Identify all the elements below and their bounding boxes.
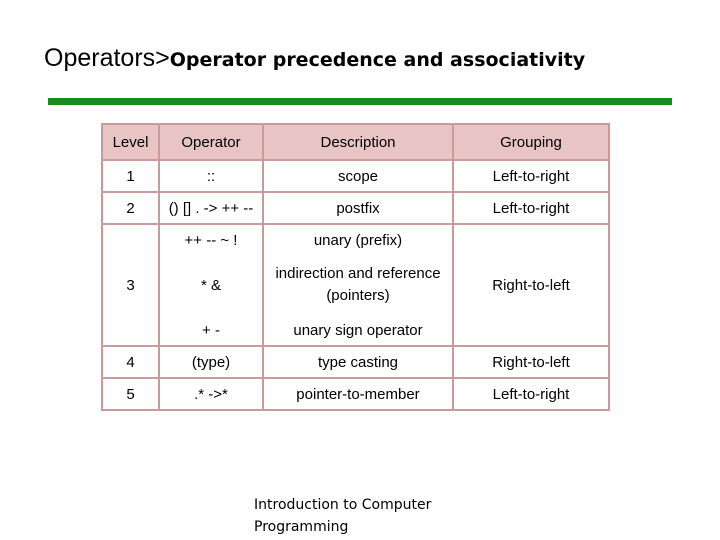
title-prefix: Operators> xyxy=(44,44,170,72)
title-main: Operator precedence and associativity xyxy=(169,49,586,71)
table-row xyxy=(102,224,609,255)
header-level: Level xyxy=(102,124,159,160)
cell-grouping: Right-to-left xyxy=(453,224,609,346)
cell-grouping: Left-to-right xyxy=(453,378,609,410)
cell-operator: () [] . -> ++ -- xyxy=(159,192,263,224)
cell-description: indirection and reference (pointers) xyxy=(263,255,453,315)
cell-level: 3 xyxy=(102,224,159,346)
cell-grouping: Left-to-right xyxy=(453,160,609,192)
table-row xyxy=(102,160,609,192)
slide-title xyxy=(44,44,585,73)
cell-level: 4 xyxy=(102,346,159,378)
footer-line-1: Introduction to Computer xyxy=(254,497,432,513)
cell-level: 2 xyxy=(102,192,159,224)
table-header-row xyxy=(102,124,609,160)
cell-description: pointer-to-member xyxy=(263,378,453,410)
cell-description: unary sign operator xyxy=(263,315,453,346)
cell-description: scope xyxy=(263,160,453,192)
header-grouping: Grouping xyxy=(453,124,609,160)
footer-text xyxy=(254,494,431,538)
table-row xyxy=(102,192,609,224)
header-description: Description xyxy=(263,124,453,160)
table-row xyxy=(102,378,609,410)
cell-level: 1 xyxy=(102,160,159,192)
header-operator: Operator xyxy=(159,124,263,160)
cell-description: postfix xyxy=(263,192,453,224)
cell-operator: * & xyxy=(159,255,263,315)
cell-level: 5 xyxy=(102,378,159,410)
cell-operator: ++ -- ~ ! xyxy=(159,224,263,255)
cell-operator: :: xyxy=(159,160,263,192)
title-underline xyxy=(48,98,672,105)
cell-grouping: Right-to-left xyxy=(453,346,609,378)
cell-operator: .* ->* xyxy=(159,378,263,410)
cell-description: type casting xyxy=(263,346,453,378)
cell-description: unary (prefix) xyxy=(263,224,453,255)
precedence-table xyxy=(101,123,610,411)
cell-grouping: Left-to-right xyxy=(453,192,609,224)
cell-operator: (type) xyxy=(159,346,263,378)
cell-operator: + - xyxy=(159,315,263,346)
footer-line-2: Programming xyxy=(254,519,349,535)
table-row xyxy=(102,346,609,378)
